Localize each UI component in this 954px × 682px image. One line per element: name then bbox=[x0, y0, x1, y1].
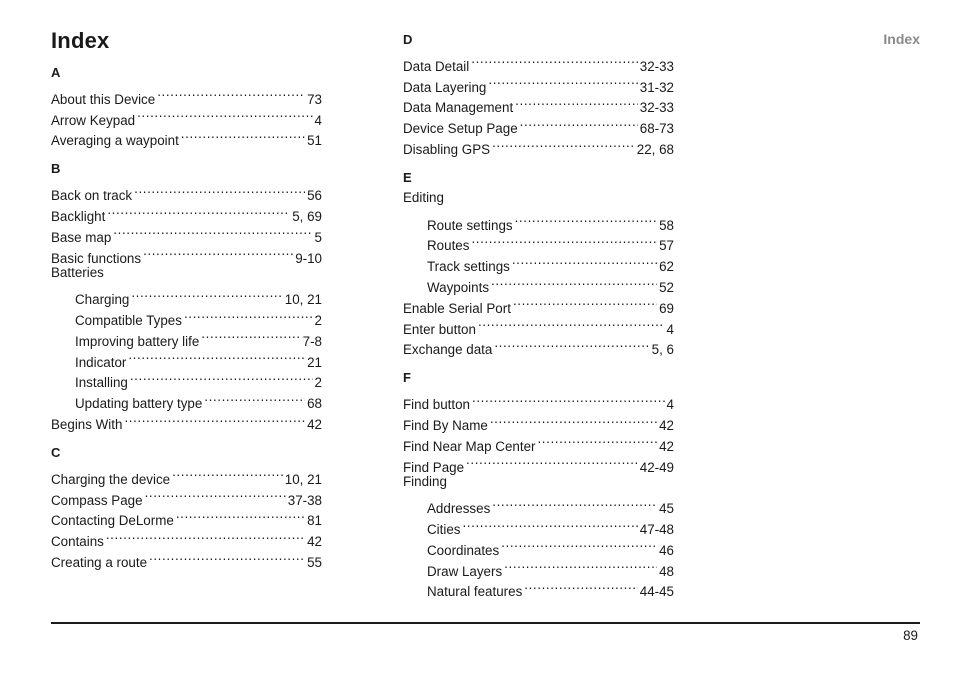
index-subentry bbox=[403, 492, 674, 517]
entry-term: Device Setup Page bbox=[403, 121, 518, 137]
entry-term: Averaging a waypoint bbox=[51, 133, 179, 149]
entry-term: Arrow Keypad bbox=[51, 112, 136, 128]
dot-leader bbox=[491, 271, 657, 292]
dot-leader bbox=[204, 387, 305, 408]
section-letter: E bbox=[403, 169, 412, 185]
entry-pages: 37-38 bbox=[287, 492, 322, 508]
entry-term: Disabling GPS bbox=[403, 141, 491, 157]
entry-term: Find Near Map Center bbox=[403, 438, 536, 454]
entry-term: Back on track bbox=[51, 188, 133, 204]
running-header: Index bbox=[883, 31, 920, 47]
entry-pages: 47-48 bbox=[639, 521, 674, 537]
entry-pages: 56 bbox=[307, 188, 322, 204]
entry-pages: 69 bbox=[659, 300, 674, 316]
entry-term: Backlight bbox=[51, 208, 106, 224]
entry-pages: 42 bbox=[307, 416, 322, 432]
dot-leader bbox=[478, 313, 665, 334]
dot-leader bbox=[149, 546, 305, 567]
entry-term: Begins With bbox=[51, 416, 123, 432]
dot-leader bbox=[130, 367, 313, 388]
index-entry bbox=[51, 83, 322, 107]
entry-pages: 2 bbox=[314, 375, 322, 391]
dot-leader bbox=[515, 92, 638, 113]
entry-pages: 32-33 bbox=[639, 100, 674, 116]
entry-term: Natural features bbox=[427, 584, 523, 600]
dot-leader bbox=[472, 388, 665, 409]
index-entry bbox=[51, 463, 322, 487]
dot-leader bbox=[134, 179, 305, 200]
dot-leader bbox=[184, 304, 313, 325]
dot-leader bbox=[537, 430, 657, 451]
dot-leader bbox=[181, 125, 305, 146]
dot-leader bbox=[501, 534, 657, 555]
index-section bbox=[51, 443, 322, 570]
entry-term: Exchange data bbox=[403, 342, 493, 358]
entry-term: Charging bbox=[75, 292, 130, 308]
entry-term: Installing bbox=[75, 375, 128, 391]
index-section bbox=[51, 159, 322, 432]
entry-pages: 42-49 bbox=[639, 459, 674, 475]
index-column-left bbox=[51, 63, 322, 581]
entry-term: Waypoints bbox=[427, 279, 490, 295]
entry-term: Cities bbox=[427, 521, 461, 537]
entry-pages: 5 bbox=[314, 229, 322, 245]
entry-pages: 42 bbox=[659, 417, 674, 433]
dot-leader bbox=[106, 525, 305, 546]
dot-leader bbox=[131, 283, 282, 304]
dot-leader bbox=[466, 451, 638, 472]
entry-pages: 2 bbox=[314, 312, 322, 328]
dot-leader bbox=[201, 325, 300, 346]
entry-pages: 4 bbox=[666, 321, 674, 337]
dot-leader bbox=[520, 112, 638, 133]
entry-pages: 32-33 bbox=[639, 58, 674, 74]
section-letter: B bbox=[51, 161, 61, 177]
entry-pages: 46 bbox=[659, 542, 674, 558]
entry-term: Enter button bbox=[403, 321, 476, 337]
index-entry bbox=[403, 188, 674, 209]
page-number: 89 bbox=[903, 628, 918, 643]
dot-leader bbox=[492, 492, 657, 513]
dot-leader bbox=[492, 133, 635, 154]
index-subentry bbox=[51, 283, 322, 308]
index-column-right bbox=[403, 30, 674, 610]
section-letter: A bbox=[51, 65, 61, 80]
dot-leader bbox=[172, 463, 283, 484]
entry-pages: 5, 6 bbox=[651, 342, 674, 358]
dot-leader bbox=[515, 209, 657, 230]
entry-term: Data Detail bbox=[403, 58, 470, 74]
entry-term: Coordinates bbox=[427, 542, 500, 558]
entry-term: Basic functions bbox=[51, 250, 142, 266]
footer-rule bbox=[51, 622, 920, 624]
entry-pages: 62 bbox=[659, 259, 674, 275]
entry-term: Routes bbox=[427, 238, 470, 254]
entry-pages: 10, 21 bbox=[284, 292, 322, 308]
index-entry bbox=[403, 472, 674, 493]
entry-term: Enable Serial Port bbox=[403, 300, 511, 316]
dot-leader bbox=[157, 83, 305, 104]
entry-term: Track settings bbox=[427, 259, 510, 275]
entry-pages: 68 bbox=[307, 396, 322, 412]
dot-leader bbox=[512, 250, 657, 271]
entry-term: Addresses bbox=[427, 501, 491, 517]
entry-term: Compass Page bbox=[51, 492, 143, 508]
entry-pages: 48 bbox=[659, 563, 674, 579]
entry-term: Batteries bbox=[51, 264, 104, 280]
entry-pages: 4 bbox=[666, 397, 674, 413]
entry-term: Draw Layers bbox=[427, 563, 503, 579]
index-section bbox=[403, 368, 674, 600]
dot-leader bbox=[113, 221, 312, 242]
entry-pages: 4 bbox=[314, 112, 322, 128]
entry-pages: 22, 68 bbox=[636, 141, 674, 157]
entry-pages: 68-73 bbox=[639, 121, 674, 137]
entry-pages: 73 bbox=[307, 91, 322, 107]
dot-leader bbox=[524, 576, 637, 597]
entry-term: Find By Name bbox=[403, 417, 488, 433]
entry-term: Find Page bbox=[403, 459, 465, 475]
entry-pages: 55 bbox=[307, 554, 322, 570]
entry-term: Contacting DeLorme bbox=[51, 513, 174, 529]
dot-leader bbox=[128, 346, 305, 367]
entry-term: Creating a route bbox=[51, 554, 148, 570]
dot-leader bbox=[494, 334, 649, 355]
index-entry bbox=[403, 50, 674, 74]
page-title: Index bbox=[51, 28, 110, 53]
entry-term: Find button bbox=[403, 397, 470, 413]
entry-term: Finding bbox=[403, 473, 447, 489]
dot-leader bbox=[145, 484, 286, 505]
entry-term: About this Device bbox=[51, 91, 156, 107]
section-letter: F bbox=[403, 370, 411, 386]
entry-pages: 31-32 bbox=[639, 79, 674, 95]
dot-leader bbox=[137, 104, 312, 125]
dot-leader bbox=[176, 505, 305, 526]
entry-term: Updating battery type bbox=[75, 396, 203, 412]
dot-leader bbox=[471, 50, 638, 71]
index-subentry bbox=[403, 209, 674, 233]
entry-term: Indicator bbox=[75, 354, 127, 370]
dot-leader bbox=[490, 409, 657, 430]
section-letter: C bbox=[51, 444, 61, 460]
dot-leader bbox=[488, 71, 637, 92]
entry-pages: 45 bbox=[659, 501, 674, 517]
entry-term: Contains bbox=[51, 534, 104, 550]
dot-leader bbox=[471, 230, 657, 251]
dot-leader bbox=[504, 555, 657, 576]
entry-term: Compatible Types bbox=[75, 312, 182, 328]
entry-pages: 52 bbox=[659, 279, 674, 295]
entry-term: Data Management bbox=[403, 100, 514, 116]
index-entry bbox=[403, 388, 674, 413]
entry-pages: 42 bbox=[659, 438, 674, 454]
dot-leader bbox=[143, 242, 293, 263]
entry-pages: 10, 21 bbox=[284, 471, 322, 487]
section-letter: D bbox=[403, 32, 413, 47]
entry-pages: 51 bbox=[307, 133, 322, 149]
entry-pages: 21 bbox=[307, 354, 322, 370]
entry-term: Base map bbox=[51, 229, 112, 245]
index-section bbox=[403, 30, 674, 157]
entry-pages: 5, 69 bbox=[292, 208, 322, 224]
entry-term: Route settings bbox=[427, 217, 513, 233]
index-entry bbox=[51, 263, 322, 284]
entry-term: Improving battery life bbox=[75, 333, 200, 349]
entry-pages: 42 bbox=[307, 534, 322, 550]
entry-term: Editing bbox=[403, 189, 444, 205]
entry-pages: 9-10 bbox=[295, 250, 322, 266]
entry-pages: 58 bbox=[659, 217, 674, 233]
dot-leader bbox=[107, 200, 290, 221]
entry-pages: 7-8 bbox=[302, 333, 322, 349]
dot-leader bbox=[124, 408, 305, 429]
entry-pages: 44-45 bbox=[639, 584, 674, 600]
entry-term: Charging the device bbox=[51, 471, 171, 487]
index-entry bbox=[51, 179, 322, 204]
dot-leader bbox=[513, 292, 657, 313]
entry-pages: 57 bbox=[659, 238, 674, 254]
dot-leader bbox=[462, 513, 637, 534]
entry-term: Data Layering bbox=[403, 79, 487, 95]
index-section bbox=[403, 168, 674, 358]
entry-pages: 81 bbox=[307, 513, 322, 529]
index-section bbox=[51, 63, 322, 149]
